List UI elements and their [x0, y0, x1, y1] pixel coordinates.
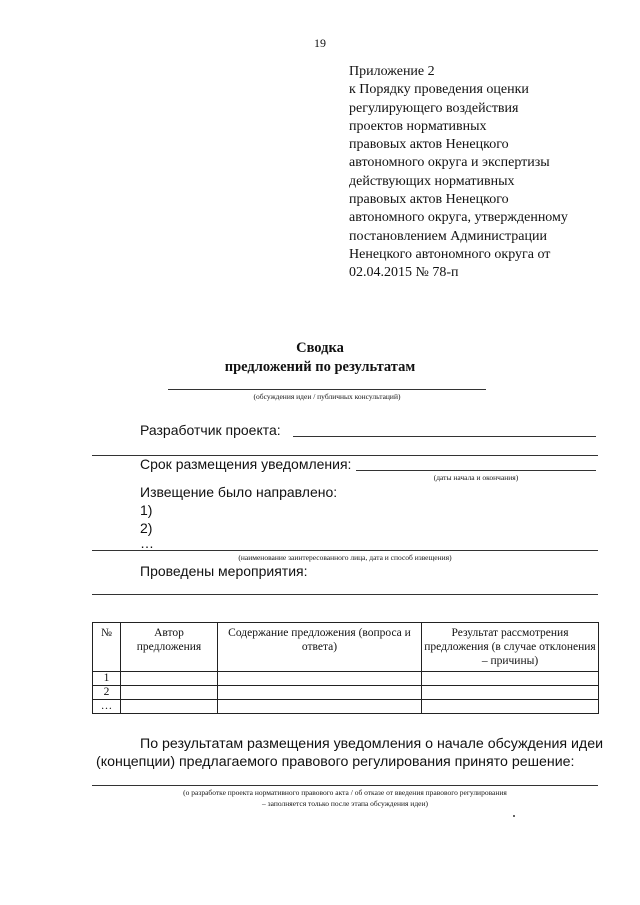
- header-number: №: [93, 623, 121, 672]
- document-title: Сводка: [296, 340, 344, 356]
- notice-item: 2): [140, 520, 153, 536]
- appendix-line: автономного округа и экспертизы: [349, 155, 550, 171]
- developer-label: Разработчик проекта:: [140, 422, 281, 438]
- events-blank-line: [92, 594, 598, 595]
- table-header-row: [93, 623, 599, 672]
- appendix-line: правовых актов Ненецкого: [349, 137, 509, 153]
- header-author: Автор предложения: [121, 623, 218, 672]
- deadline-label: Срок размещения уведомления:: [140, 456, 352, 472]
- appendix-line: 02.04.2015 № 78-п: [349, 265, 459, 281]
- conclusion-blank-line: [92, 785, 598, 786]
- page-number: 19: [314, 36, 326, 50]
- appendix-line: автономного округа, утвержденному: [349, 210, 568, 226]
- table-cell: [218, 700, 422, 714]
- table-cell: [422, 700, 599, 714]
- appendix-line: постановлением Администрации: [349, 228, 547, 244]
- notice-blank-line: [92, 550, 598, 551]
- table-cell: 1: [93, 672, 121, 686]
- table-row: [93, 672, 599, 686]
- document-subtitle: предложений по результатам: [224, 359, 416, 375]
- events-label: Проведены мероприятия:: [140, 563, 308, 579]
- appendix-line: правовых актов Ненецкого: [349, 192, 509, 208]
- appendix-block: [349, 63, 619, 283]
- header-result: Результат рассмотрения предложения (в случае отклонения – причины): [422, 623, 599, 672]
- proposals-table: [92, 622, 599, 714]
- appendix-line: Ненецкого автономного округа от: [349, 246, 551, 262]
- title-blank-line: [168, 389, 486, 390]
- conclusion-text: По результатам размещения уведомления о начале обсуждения идеи (концепции) предлагаемого правового регулирования принято решение:: [96, 736, 604, 770]
- table-cell: [121, 686, 218, 700]
- notice-label: Извещение было направлено:: [140, 484, 338, 500]
- conclusion-caption-line2: – заполняется только после этапа обсуждения идеи): [262, 799, 428, 808]
- developer-blank-line: [293, 436, 596, 437]
- deadline-blank-line: [356, 470, 596, 471]
- table-cell: [422, 686, 599, 700]
- title-caption: (обсуждения идеи / публичных консультаций): [253, 392, 401, 401]
- notice-item: …: [140, 535, 154, 551]
- table-cell: …: [93, 700, 121, 714]
- deadline-caption: (даты начала и окончания): [433, 473, 519, 482]
- table-row: [93, 686, 599, 700]
- notice-item: 1): [140, 502, 153, 518]
- appendix-line: к Порядку проведения оценки: [349, 82, 529, 98]
- appendix-line: регулирующего воздействия: [349, 100, 519, 116]
- table-cell: [121, 672, 218, 686]
- appendix-line: проектов нормативных: [349, 118, 487, 134]
- table-row: [93, 700, 599, 714]
- notice-caption: (наименование заинтересованного лица, дата и способ извещения): [238, 553, 452, 562]
- scan-speck: [513, 815, 515, 817]
- header-content: Содержание предложения (вопроса и ответа): [218, 623, 422, 672]
- conclusion-caption-line1: (о разработке проекта нормативного правового акта / об отказе от введения правового регулирования: [183, 788, 507, 797]
- table-cell: [422, 672, 599, 686]
- table-cell: 2: [93, 686, 121, 700]
- appendix-line: действующих нормативных: [349, 173, 515, 189]
- table-cell: [218, 672, 422, 686]
- appendix-line: Приложение 2: [349, 64, 435, 79]
- table-cell: [121, 700, 218, 714]
- table-cell: [218, 686, 422, 700]
